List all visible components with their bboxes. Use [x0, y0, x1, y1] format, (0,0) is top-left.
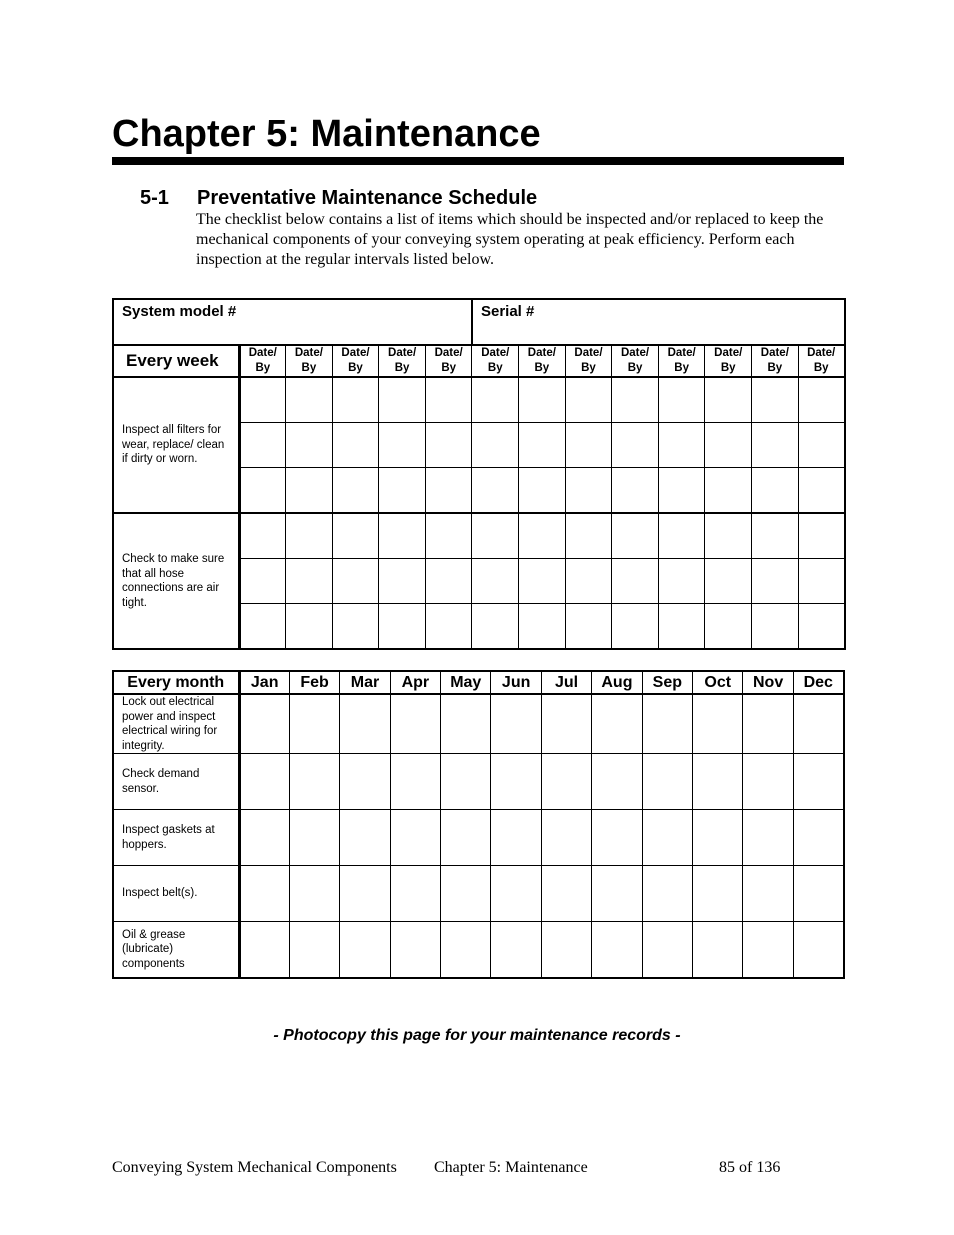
monthly-checklist-table	[112, 670, 845, 979]
weekly-entry-cell[interactable]	[332, 377, 379, 423]
by-header-label: By	[534, 362, 550, 374]
monthly-entry-cell[interactable]	[541, 694, 591, 754]
weekly-entry-cell[interactable]	[332, 604, 379, 650]
footer-chapter: Chapter 5: Maintenance	[434, 1159, 588, 1176]
date-header-label: Date/	[667, 347, 696, 359]
date-by-header	[239, 345, 286, 377]
weekly-checklist-table	[112, 298, 846, 650]
weekly-entry-cell[interactable]	[565, 468, 612, 514]
weekly-entry-cell[interactable]	[425, 559, 472, 604]
weekly-entry-cell[interactable]	[612, 377, 659, 423]
weekly-entry-cell[interactable]	[752, 513, 799, 559]
month-header: Aug	[592, 671, 642, 694]
monthly-entry-cell[interactable]	[793, 866, 843, 922]
date-header-label: Date/	[341, 347, 370, 359]
weekly-entry-cell[interactable]	[565, 377, 612, 423]
monthly-entry-cell[interactable]	[743, 754, 793, 810]
monthly-entry-cell[interactable]	[239, 754, 289, 810]
date-header-label: Date/	[434, 347, 463, 359]
weekly-entry-cell[interactable]	[379, 423, 426, 468]
weekly-entry-cell[interactable]	[752, 468, 799, 514]
weekly-entry-cell[interactable]	[612, 513, 659, 559]
weekly-entry-cell[interactable]	[705, 377, 752, 423]
weekly-entry-cell[interactable]	[239, 604, 286, 650]
weekly-entry-cell[interactable]	[658, 604, 705, 650]
weekly-entry-cell[interactable]	[425, 468, 472, 514]
monthly-entry-cell[interactable]	[642, 694, 692, 754]
weekly-entry-cell[interactable]	[425, 377, 472, 423]
weekly-entry-cell[interactable]	[658, 423, 705, 468]
weekly-entry-cell[interactable]	[286, 377, 333, 423]
by-header-label: By	[348, 362, 363, 374]
photocopy-note: - Photocopy this page for your maintenance records -	[273, 1027, 681, 1044]
monthly-entry-cell[interactable]	[592, 754, 642, 810]
weekly-entry-cell[interactable]	[332, 559, 379, 604]
monthly-task-row	[113, 694, 844, 754]
by-header-label: By	[394, 362, 410, 374]
month-header: Apr	[390, 671, 440, 694]
weekly-entry-cell[interactable]	[239, 377, 286, 423]
weekly-entry-cell[interactable]	[798, 604, 845, 650]
weekly-entry-cell[interactable]	[705, 468, 752, 514]
section-number: 5-1	[140, 187, 169, 209]
monthly-entry-cell[interactable]	[441, 694, 491, 754]
monthly-entry-cell[interactable]	[693, 922, 743, 979]
monthly-header-row	[113, 671, 844, 694]
weekly-entry-cell[interactable]	[519, 468, 566, 514]
by-header-label: By	[813, 362, 829, 374]
month-header: Feb	[289, 671, 339, 694]
weekly-entry-cell[interactable]	[798, 513, 845, 559]
monthly-entry-cell[interactable]	[340, 810, 390, 866]
weekly-entry-cell[interactable]	[425, 513, 472, 559]
weekly-entry-cell[interactable]	[705, 604, 752, 650]
monthly-entry-cell[interactable]	[592, 866, 642, 922]
weekly-entry-cell[interactable]	[519, 559, 566, 604]
weekly-entry-cell[interactable]	[332, 468, 379, 514]
monthly-entry-cell[interactable]	[289, 694, 339, 754]
monthly-task-label: Check demand sensor.	[113, 754, 239, 810]
monthly-entry-cell[interactable]	[642, 810, 692, 866]
weekly-entry-cell[interactable]	[798, 377, 845, 423]
monthly-entry-cell[interactable]	[289, 810, 339, 866]
weekly-entry-cell[interactable]	[705, 513, 752, 559]
weekly-entry-cell[interactable]	[519, 604, 566, 650]
monthly-entry-cell[interactable]	[441, 754, 491, 810]
monthly-entry-cell[interactable]	[390, 922, 440, 979]
section-intro: The checklist below contains a list of items which should be inspected and/or replaced to keep the mechanical components of your conveying system operating at peak efficiency. Perform each inspection at the regular intervals listed below.	[196, 211, 824, 268]
serial-label: Serial #	[480, 303, 535, 320]
weekly-entry-cell[interactable]	[286, 513, 333, 559]
month-header: Oct	[693, 671, 743, 694]
monthly-entry-cell[interactable]	[340, 754, 390, 810]
weekly-entry-cell[interactable]	[472, 559, 519, 604]
monthly-task-label: Inspect belt(s).	[113, 866, 239, 922]
monthly-entry-cell[interactable]	[743, 866, 793, 922]
monthly-entry-cell[interactable]	[693, 810, 743, 866]
date-header-label: Date/	[620, 347, 650, 359]
date-by-header	[612, 345, 659, 377]
month-header: Jul	[541, 671, 591, 694]
weekly-entry-cell[interactable]	[519, 377, 566, 423]
monthly-entry-cell[interactable]	[793, 810, 843, 866]
date-by-header	[332, 345, 379, 377]
weekly-entry-cell[interactable]	[519, 513, 566, 559]
month-header: Dec	[793, 671, 843, 694]
weekly-entry-cell[interactable]	[239, 468, 286, 514]
system-model-label: System model #	[122, 303, 237, 320]
month-header: Jun	[491, 671, 541, 694]
weekly-entry-cell[interactable]	[286, 604, 333, 650]
weekly-entry-cell[interactable]	[472, 468, 519, 514]
by-header-label: By	[720, 362, 736, 374]
monthly-entry-cell[interactable]	[491, 694, 541, 754]
date-by-header	[472, 345, 519, 377]
weekly-entry-cell[interactable]	[286, 468, 333, 514]
date-by-header	[425, 345, 472, 377]
chapter-title: Chapter 5: Maintenance	[112, 113, 541, 155]
weekly-entry-cell[interactable]	[612, 604, 659, 650]
weekly-entry-cell[interactable]	[332, 423, 379, 468]
monthly-entry-cell[interactable]	[239, 810, 289, 866]
section-title: Preventative Maintenance Schedule	[197, 187, 538, 209]
footer-page-number: 85 of 136	[719, 1159, 781, 1176]
monthly-task-row	[113, 866, 844, 922]
system-info-row	[113, 299, 845, 345]
date-by-header	[519, 345, 566, 377]
weekly-entry-cell[interactable]	[379, 604, 426, 650]
monthly-entry-cell[interactable]	[793, 754, 843, 810]
month-header: Jan	[239, 671, 289, 694]
weekly-entry-cell[interactable]	[798, 559, 845, 604]
monthly-entry-cell[interactable]	[289, 866, 339, 922]
weekly-entry-cell[interactable]	[379, 559, 426, 604]
weekly-entry-cell[interactable]	[752, 423, 799, 468]
month-header: Mar	[340, 671, 390, 694]
weekly-entry-cell[interactable]	[472, 377, 519, 423]
monthly-entry-cell[interactable]	[491, 866, 541, 922]
weekly-entry-cell[interactable]	[798, 468, 845, 514]
monthly-entry-cell[interactable]	[390, 866, 440, 922]
by-header-label: By	[581, 362, 596, 374]
monthly-entry-cell[interactable]	[743, 694, 793, 754]
weekly-entry-cell[interactable]	[472, 423, 519, 468]
date-header-label: Date/	[807, 347, 836, 359]
monthly-entry-cell[interactable]	[239, 922, 289, 979]
date-by-header	[565, 345, 612, 377]
weekly-entry-cell[interactable]	[752, 559, 799, 604]
monthly-entry-cell[interactable]	[289, 922, 339, 979]
date-header-label: Date/	[527, 347, 556, 359]
monthly-task-row	[113, 810, 844, 866]
weekly-entry-cell[interactable]	[379, 377, 426, 423]
date-by-header	[658, 345, 705, 377]
monthly-entry-cell[interactable]	[642, 866, 692, 922]
weekly-entry-cell[interactable]	[565, 604, 612, 650]
month-header: Sep	[642, 671, 692, 694]
serial-field[interactable]	[472, 299, 845, 345]
by-header-label: By	[301, 362, 317, 374]
weekly-entry-cell[interactable]	[239, 423, 286, 468]
month-header: May	[441, 671, 491, 694]
weekly-entry-cell[interactable]	[565, 559, 612, 604]
weekly-entry-cell[interactable]	[239, 513, 286, 559]
weekly-entry-cell[interactable]	[612, 468, 659, 514]
weekly-entry-cell[interactable]	[658, 377, 705, 423]
weekly-entry-cell[interactable]	[658, 513, 705, 559]
weekly-entry-cell[interactable]	[752, 377, 799, 423]
weekly-header-row	[113, 345, 845, 377]
monthly-entry-cell[interactable]	[491, 754, 541, 810]
weekly-entry-cell[interactable]	[705, 559, 752, 604]
by-header-label: By	[674, 362, 689, 374]
weekly-entry-cell[interactable]	[752, 604, 799, 650]
date-header-label: Date/	[248, 347, 277, 359]
weekly-entry-cell[interactable]	[798, 423, 845, 468]
date-by-header	[752, 345, 799, 377]
monthly-entry-cell[interactable]	[541, 754, 591, 810]
weekly-entry-cell[interactable]	[612, 559, 659, 604]
by-header-label: By	[627, 362, 643, 374]
weekly-task-label: Inspect all filters for wear, replace/ clean if dirty or worn.	[113, 377, 239, 513]
weekly-entry-cell[interactable]	[612, 423, 659, 468]
weekly-entry-cell[interactable]	[286, 559, 333, 604]
monthly-entry-cell[interactable]	[390, 694, 440, 754]
monthly-entry-cell[interactable]	[289, 754, 339, 810]
monthly-entry-cell[interactable]	[743, 922, 793, 979]
every-week-label: Every week	[113, 345, 239, 377]
weekly-entry-cell[interactable]	[286, 423, 333, 468]
monthly-task-row	[113, 922, 844, 979]
monthly-entry-cell[interactable]	[441, 922, 491, 979]
monthly-entry-cell[interactable]	[441, 810, 491, 866]
weekly-entry-cell[interactable]	[379, 513, 426, 559]
weekly-entry-cell[interactable]	[332, 513, 379, 559]
monthly-task-label: Inspect gaskets at hoppers.	[113, 810, 239, 866]
weekly-entry-cell[interactable]	[379, 468, 426, 514]
monthly-entry-cell[interactable]	[793, 694, 843, 754]
weekly-entry-cell[interactable]	[658, 559, 705, 604]
chapter-title-rule	[112, 157, 844, 165]
monthly-entry-cell[interactable]	[592, 810, 642, 866]
weekly-entry-cell[interactable]	[425, 604, 472, 650]
date-header-label: Date/	[481, 347, 510, 359]
weekly-entry-cell[interactable]	[519, 423, 566, 468]
monthly-entry-cell[interactable]	[693, 754, 743, 810]
monthly-entry-cell[interactable]	[642, 754, 692, 810]
monthly-entry-cell[interactable]	[340, 922, 390, 979]
monthly-entry-cell[interactable]	[390, 810, 440, 866]
weekly-entry-cell[interactable]	[425, 423, 472, 468]
weekly-task-row	[113, 377, 845, 423]
monthly-entry-cell[interactable]	[441, 866, 491, 922]
footer-doc-title: Conveying System Mechanical Components	[112, 1159, 397, 1176]
date-header-label: Date/	[388, 347, 417, 359]
date-header-label: Date/	[714, 347, 743, 359]
date-header-label: Date/	[574, 347, 603, 359]
date-by-header	[798, 345, 845, 377]
weekly-entry-cell[interactable]	[472, 604, 519, 650]
by-header-label: By	[487, 362, 503, 374]
monthly-entry-cell[interactable]	[693, 866, 743, 922]
date-by-header	[705, 345, 752, 377]
monthly-entry-cell[interactable]	[390, 754, 440, 810]
every-month-label: Every month	[113, 671, 239, 694]
date-by-header	[379, 345, 426, 377]
monthly-task-label: Oil & grease (lubricate) components	[113, 922, 239, 979]
monthly-entry-cell[interactable]	[592, 922, 642, 979]
monthly-entry-cell[interactable]	[491, 922, 541, 979]
month-header: Nov	[743, 671, 793, 694]
system-model-field[interactable]	[113, 299, 472, 345]
monthly-entry-cell[interactable]	[340, 694, 390, 754]
weekly-entry-cell[interactable]	[565, 513, 612, 559]
by-header-label: By	[767, 362, 783, 374]
monthly-entry-cell[interactable]	[743, 810, 793, 866]
by-header-label: By	[255, 362, 271, 374]
weekly-entry-cell[interactable]	[705, 423, 752, 468]
monthly-entry-cell[interactable]	[541, 866, 591, 922]
monthly-entry-cell[interactable]	[592, 694, 642, 754]
date-header-label: Date/	[294, 347, 323, 359]
monthly-task-label: Lock out electrical power and inspect electrical wiring for integrity.	[113, 694, 239, 754]
weekly-entry-cell[interactable]	[565, 423, 612, 468]
weekly-entry-cell[interactable]	[239, 559, 286, 604]
monthly-entry-cell[interactable]	[340, 866, 390, 922]
weekly-task-row	[113, 513, 845, 559]
monthly-entry-cell[interactable]	[541, 810, 591, 866]
weekly-entry-cell[interactable]	[658, 468, 705, 514]
date-by-header	[286, 345, 333, 377]
monthly-entry-cell[interactable]	[239, 866, 289, 922]
monthly-entry-cell[interactable]	[793, 922, 843, 979]
date-header-label: Date/	[760, 347, 789, 359]
monthly-entry-cell[interactable]	[541, 922, 591, 979]
weekly-task-label: Check to make sure that all hose connections are air tight.	[113, 513, 239, 649]
monthly-entry-cell[interactable]	[642, 922, 692, 979]
by-header-label: By	[441, 362, 457, 374]
weekly-entry-cell[interactable]	[472, 513, 519, 559]
monthly-entry-cell[interactable]	[239, 694, 289, 754]
monthly-entry-cell[interactable]	[491, 810, 541, 866]
monthly-task-row	[113, 754, 844, 810]
monthly-entry-cell[interactable]	[693, 694, 743, 754]
